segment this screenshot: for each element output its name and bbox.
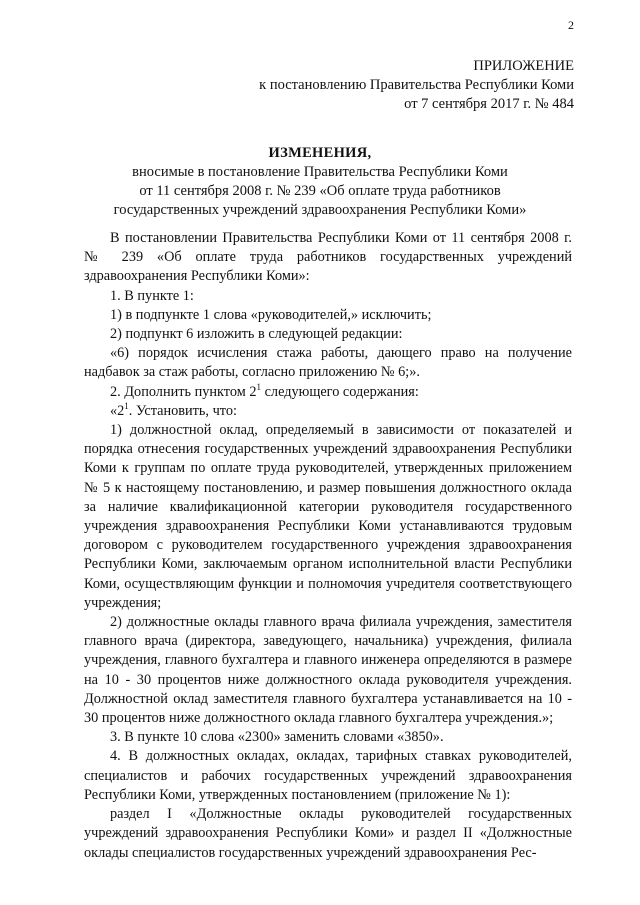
appendix-title: ПРИЛОЖЕНИЕ [473, 58, 574, 74]
document-body [84, 229, 572, 863]
heading-line-3: государственных учреждений здравоохранения Республики Коми» [113, 202, 527, 218]
paragraph-point-2: 2) должностные оклады главного врача филиала учреждения, заместителя главного врача (директора, заведующего, начальника) учреждения, филиала учреждения, главного бухгалтера и главного инженера определяются в размере на 10 - 30 процентов ниже должностного оклада руководителя учреждения. Должностной оклад заместителя главного бухгалтера устанавливается на 10 - 30 процентов ниже должностного оклада главного бухгалтера учреждения.»; [84, 614, 572, 727]
paragraph-subitem-1: 1) в подпункте 1 слова «руководителей,» исключить; [110, 306, 432, 323]
appendix-line-2: к постановлению Правительства Республики Коми [259, 77, 574, 93]
paragraph-section: раздел I «Должностные оклады руководителей государственных учреждений здравоохранения Республики Коми» и раздел II «Должностные оклады специалистов государственных учреждений здравоохранения Рес- [84, 806, 572, 861]
appendix-line-3: от 7 сентября 2017 г. № 484 [404, 96, 574, 112]
paragraph-item-4: 4. В должностных окладах, окладах, тарифных ставках руководителей, специалистов и рабочих государственных учреждений здравоохранения Республики Коми, утвержденных постановлением (приложение № 1): [84, 748, 572, 803]
heading-line-1: вносимые в постановление Правительства Республики Коми [132, 164, 508, 180]
paragraph-point-1: 1) должностной оклад, определяемый в зависимости от показателей и порядка отнесения государственных учреждений здравоохранения Республики Коми к группам по оплате труда руководителей, утвержденных приложением № 5 к настоящему постановлению, и размер повышения должностного оклада за наличие квалификационной категории руководителя государственного учреждения здравоохранения Республики Коми устанавливаются трудовым договором с руководителем государственного учреждения здравоохранения Республики Коми, заключаемым органом исполнительной власти Республики Коми, осуществляющим функции и полномочия учредителя соответствующего учреждения; [84, 422, 572, 611]
heading-title: ИЗМЕНЕНИЯ, [268, 145, 372, 161]
paragraph-item-3: 3. В пункте 10 слова «2300» заменить словами «3850». [110, 729, 444, 746]
paragraph-item-1: 1. В пункте 1: [110, 287, 194, 304]
page-number: 2 [568, 18, 574, 32]
paragraph-quote-6: «6) порядок исчисления стажа работы, дающего право на получение надбавок за стаж работы, согласно приложению № 6;». [84, 345, 572, 381]
paragraph-quote-2-1: «$2^1$. Установить, что: [110, 401, 237, 419]
paragraph-intro: В постановлении Правительства Республики Коми от 11 сентября 2008 г. № 239 «Об оплате труда работников государственных учреждений здравоохранения Республики Коми»: [84, 230, 572, 285]
paragraph-item-2: 2. Дополнить пунктом $2^1$ следующего содержания: [110, 381, 419, 400]
paragraph-subitem-2: 2) подпункт 6 изложить в следующей редакции: [110, 326, 403, 343]
heading-line-2: от 11 сентября 2008 г. № 239 «Об оплате труда работников [139, 183, 501, 199]
